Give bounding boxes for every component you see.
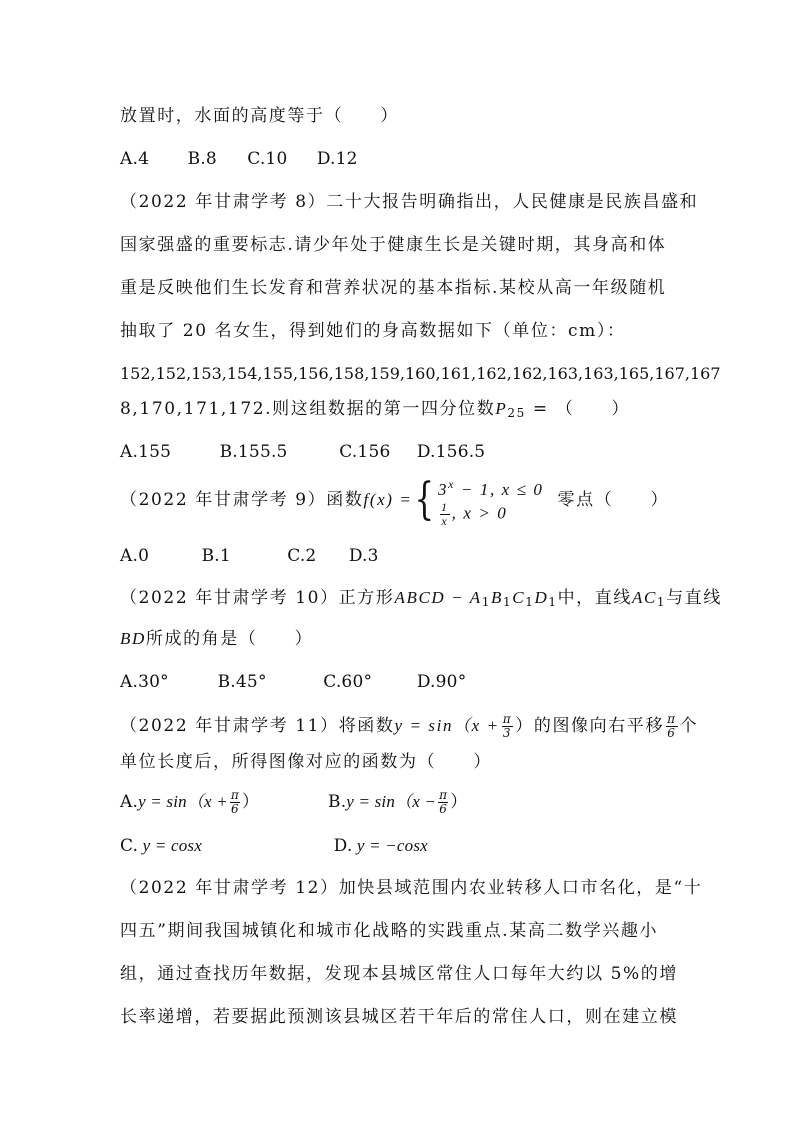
option-c: C.156 xyxy=(339,442,391,462)
option-a xyxy=(120,789,328,816)
frac-den: 6 xyxy=(667,725,677,740)
option-label: A. xyxy=(120,792,139,812)
answer-options xyxy=(120,544,379,568)
case-2-cond: , x > 0 xyxy=(451,502,508,522)
option-fraction xyxy=(438,789,448,816)
question-8-data: 152,152,153,154,155,156,158,159,160,161,162,162,163,163,165,167,167 xyxy=(120,364,721,383)
q10-sub: 1 xyxy=(656,595,667,609)
option-label: C. xyxy=(120,836,139,856)
q10-text: 与直线 xyxy=(666,588,722,608)
frac-den: 3 xyxy=(502,725,513,740)
q10-sub: 1 xyxy=(548,595,558,609)
q10-text: 中，直线 xyxy=(557,588,632,608)
question-8-line-2: 国家强盛的重要标志.请少年处于健康生长是关键时期，其身高和体 xyxy=(120,235,667,255)
q10-sub: 1 xyxy=(525,595,535,609)
case-1-exp: x xyxy=(448,476,456,491)
answer-options xyxy=(120,786,467,818)
option-label: D. xyxy=(333,836,353,856)
q11-text: （2022 年甘肃学考 11）将函数 xyxy=(120,716,395,736)
option-d: D.12 xyxy=(316,149,358,169)
q8-math-p: P xyxy=(495,399,508,418)
q10-math: D xyxy=(534,588,549,607)
option-math: y = cosx xyxy=(138,836,202,855)
question-12-line-2: 四五”期间我国城镇化和城市化战略的实践重点.某高二数学兴趣小 xyxy=(120,921,659,941)
case-1-cond: − 1, x ≤ 0 xyxy=(455,479,544,499)
answer-options xyxy=(120,440,485,464)
option-a: A.4 xyxy=(120,149,150,169)
option-c: C.2 xyxy=(287,546,317,566)
option-d xyxy=(334,834,428,858)
q11-text: 个 xyxy=(679,716,699,736)
option-b xyxy=(328,789,467,816)
piecewise-cases xyxy=(438,473,544,528)
case-1-base: 3 xyxy=(438,479,449,499)
frac-den: 6 xyxy=(231,801,239,816)
option-fraction xyxy=(230,789,240,816)
frac-den: 6 xyxy=(439,801,448,816)
option-c: C.60° xyxy=(323,672,373,692)
answer-options xyxy=(120,670,466,694)
case-2 xyxy=(438,501,544,528)
q10-sub: 1 xyxy=(502,595,513,609)
option-a: A.30° xyxy=(120,672,169,692)
q8-text-end: = （ ） xyxy=(525,399,631,419)
frac-num: π xyxy=(667,711,677,726)
option-b: B.8 xyxy=(187,149,217,169)
case-2-fraction xyxy=(440,501,450,528)
option-d: D.156.5 xyxy=(416,442,486,462)
option-b: B.155.5 xyxy=(219,442,288,462)
q11-fraction xyxy=(502,713,514,740)
brace-icon: { xyxy=(414,474,436,525)
q8-text: 8,170,171,172.则这组数据的第一四分位数 xyxy=(120,399,496,419)
question-12-line-4: 长率递增，若要据此预测该县城区若干年后的常住人口，则在建立模 xyxy=(120,1007,678,1027)
text-line: 放置时，水面的高度等于（ ） xyxy=(120,106,399,126)
question-10-line-2 xyxy=(120,627,313,651)
frac-num: π xyxy=(439,787,448,802)
frac-num: 1 xyxy=(441,499,449,514)
q10-math: BD xyxy=(120,629,146,648)
question-11-line-2: 单位长度后，所得图像对应的函数为（ ） xyxy=(120,752,492,772)
option-d: D.3 xyxy=(348,546,379,566)
question-8-line-6 xyxy=(120,397,630,425)
q10-text: 所成的角是（ ） xyxy=(145,629,314,649)
question-12-line-1: （2022 年甘肃学考 12）加快县域范围内农业转移人口市名化，是“十 xyxy=(120,878,703,898)
q10-math: C xyxy=(512,588,526,607)
option-a: A.155 xyxy=(120,442,172,462)
q10-math: ABCD − A xyxy=(394,588,482,607)
option-b: B.1 xyxy=(201,546,231,566)
option-math: y = −cosx xyxy=(352,836,428,855)
frac-num: π xyxy=(502,711,513,726)
q11-fraction xyxy=(666,713,678,740)
option-a: A.0 xyxy=(120,546,150,566)
q9-function: f(x) = xyxy=(363,490,413,509)
frac-num: π xyxy=(230,787,240,802)
question-8-line-3: 重是反映他们生长发育和营养状况的基本指标.某校从高一年级随机 xyxy=(120,278,667,298)
q9-text-end: 零点（ ） xyxy=(557,490,670,510)
option-c xyxy=(120,834,328,858)
q8-math-sub: 25 xyxy=(507,406,526,420)
option-d: D.90° xyxy=(416,672,467,692)
q9-text: （2022 年甘肃学考 9）函数 xyxy=(120,490,364,510)
question-12-line-3: 组，通过查找历年数据，发现本县城区常住人口每年大约以 5%的增 xyxy=(120,964,678,984)
question-11-line-1 xyxy=(120,710,698,742)
frac-den: x xyxy=(441,513,449,528)
option-end: ） xyxy=(450,792,468,812)
answer-options xyxy=(120,834,428,858)
option-math: y = sin（x + xyxy=(138,792,228,811)
question-8-line-4: 抽取了 20 名女生，得到她们的身高数据如下（单位：cm）： xyxy=(120,321,626,341)
question-10-line-1 xyxy=(120,586,722,614)
q10-math: AC xyxy=(631,588,657,607)
q11-text: ）的图像向右平移 xyxy=(515,716,665,736)
case-1 xyxy=(438,473,544,501)
option-label: B. xyxy=(328,792,347,812)
question-8-line-1: （2022 年甘肃学考 8）二十大报告明确指出，人民健康是民族昌盛和 xyxy=(120,192,699,212)
answer-options xyxy=(120,147,358,171)
q10-text: （2022 年甘肃学考 10）正方形 xyxy=(120,588,395,608)
q10-math: B xyxy=(491,588,503,607)
question-9 xyxy=(120,474,669,526)
option-math: y = sin（x − xyxy=(346,792,437,811)
option-b: B.45° xyxy=(217,672,267,692)
option-c: C.10 xyxy=(247,149,288,169)
option-end: ） xyxy=(242,792,260,812)
q11-math: y = sin（x + xyxy=(394,716,500,735)
q10-sub: 1 xyxy=(481,595,491,609)
